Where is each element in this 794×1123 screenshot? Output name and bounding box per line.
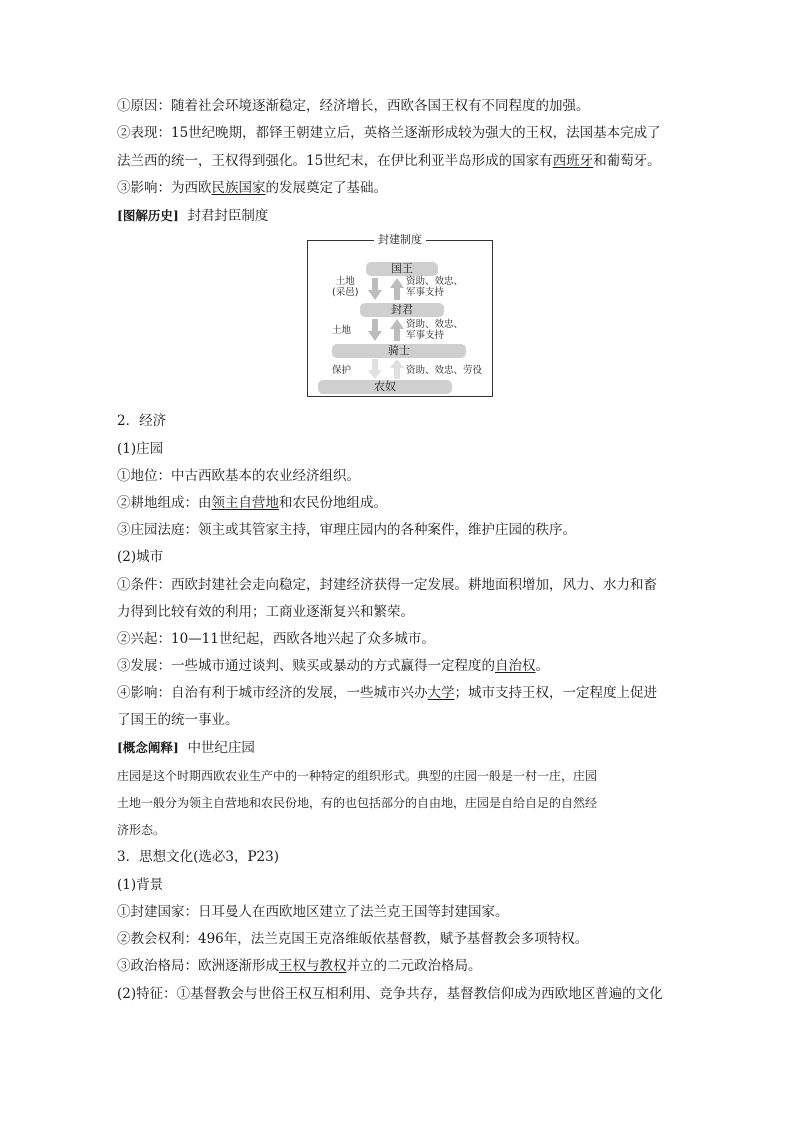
section-tag: [图解历史] [117,208,179,223]
city-impact-line-2: 了国王的统一事业。 [117,712,239,728]
city-heading: (2)城市 [117,549,164,565]
label-line: (采邑) [332,287,359,298]
up-arrow-icon [390,359,404,379]
background-heading: (1)背景 [117,877,164,893]
feudal-states: ①封建国家：日耳曼人在西欧地区建立了法兰克王国等封建国家。 [117,904,509,920]
manifestation-line-1: ②表现：15世纪晚期，都铎王朝建立后，英格兰逐渐形成较为强大的王权，法国基本完成了 [117,125,661,141]
level-lord: 封君 [360,303,444,317]
down-label-land: 土地 [332,325,352,336]
economy-heading: 2．经济 [117,413,167,429]
text-segment: ④影响：自治有利于城市经济的发展，一些城市兴办 [117,685,428,701]
diagram-title: 封建制度 [374,233,426,247]
up-arrow-icon [390,319,404,341]
political-pattern [117,957,482,975]
culture-heading: 3．思想文化(选必3，P23) [117,849,279,865]
city-rise: ②兴起：10—11世纪起，西欧各地兴起了众多城市。 [117,631,435,647]
text-segment: ③政治格局：欧洲逐渐形成 [117,958,279,974]
feudal-system-diagram [307,233,493,397]
text-segment: 法兰西的统一，王权得到强化。15世纪末，在伊比利亚半岛形成的国家有 [117,153,553,169]
down-label-land-fief [332,276,358,298]
up-label-support-2 [406,319,463,341]
concept-line-1: 庄园是这个时期西欧农业生产中的一种特定的组织形式。典型的庄园一般是一村一庄，庄园 [117,769,598,783]
manor-court: ③庄园法庭：领主或其管家主持，审理庄园内的各种案件，维护庄园的秩序。 [117,522,576,538]
city-development [117,657,549,675]
up-arrow-icon [390,278,404,300]
concept-line-3: 济形态。 [117,823,166,837]
down-arrow-icon [368,319,382,341]
underlined-term: 自治权 [495,658,536,674]
text-segment: 和葡萄牙。 [593,153,661,169]
up-label-labor: 资助、效忠、劳役 [406,365,483,376]
concept-heading [117,739,255,757]
text-segment: ②耕地组成：由 [117,495,212,511]
label-line: 军事支持 [406,330,445,341]
underlined-term: 民族国家 [211,180,266,196]
label-line: 土地 [335,276,355,287]
diagram-section-heading [117,207,268,225]
label-line: 资助、效忠、 [406,276,464,287]
city-impact-line-1 [117,684,657,702]
concept-line-2: 土地一般分为领主自营地和农民份地，有的也包括部分的自由地，庄园是自给自足的自然经 [117,796,598,810]
text-segment: 。 [535,658,549,674]
section-title: 中世纪庄园 [187,740,255,756]
label-line: 军事支持 [406,287,445,298]
text-segment: ③影响：为西欧 [117,180,212,196]
underlined-term: 王权与教权 [279,958,347,974]
label-line: 资助、效忠、 [406,319,464,330]
church-rights: ②教会权利：496年，法兰克国王克洛维皈依基督教，赋予基督教会多项特权。 [117,931,589,947]
down-arrow-icon [368,359,382,379]
level-king: 国王 [366,262,438,276]
manor-heading: (1)庄园 [117,441,164,457]
level-knight: 骑士 [332,344,466,358]
reason-paragraph: ①原因：随着社会环境逐渐稳定，经济增长，西欧各国王权有不同程度的加强。 [117,98,590,114]
text-segment: 并立的二元政治格局。 [346,958,482,974]
down-arrow-icon [368,278,382,300]
manor-land-composition [117,494,387,512]
underlined-term: 领主自营地 [211,495,279,511]
up-label-support-1 [406,276,463,298]
impact-paragraph [117,179,387,197]
text-segment: 和农民份地组成。 [279,495,387,511]
underlined-term: 大学 [427,685,455,701]
section-title: 封君封臣制度 [187,208,269,224]
characteristics-line-1: (2)特征：①基督教会与世俗王权互相利用、竞争共存，基督教信仰成为西欧地区普遍的文化 [117,986,663,1002]
manifestation-line-2 [117,152,661,170]
text-segment: ③发展：一些城市通过谈判、赎买或暴动的方式赢得一定程度的 [117,658,495,674]
city-conditions-line-1: ①条件：西欧封建社会走向稳定，封建经济获得一定发展。耕地面积增加，风力、水力和畜 [117,577,657,593]
text-segment: 的发展奠定了基础。 [265,180,387,196]
down-label-protection: 保护 [332,365,352,376]
level-serf: 农奴 [318,380,452,394]
section-tag: [概念阐释] [117,740,179,755]
manor-status: ①地位：中古西欧基本的农业经济组织。 [117,468,360,484]
city-conditions-line-2: 力得到比较有效的利用；工商业逐渐复兴和繁荣。 [117,604,414,620]
text-segment: ；城市支持王权，一定程度上促进 [454,685,657,701]
underlined-term: 西班牙 [552,153,594,169]
